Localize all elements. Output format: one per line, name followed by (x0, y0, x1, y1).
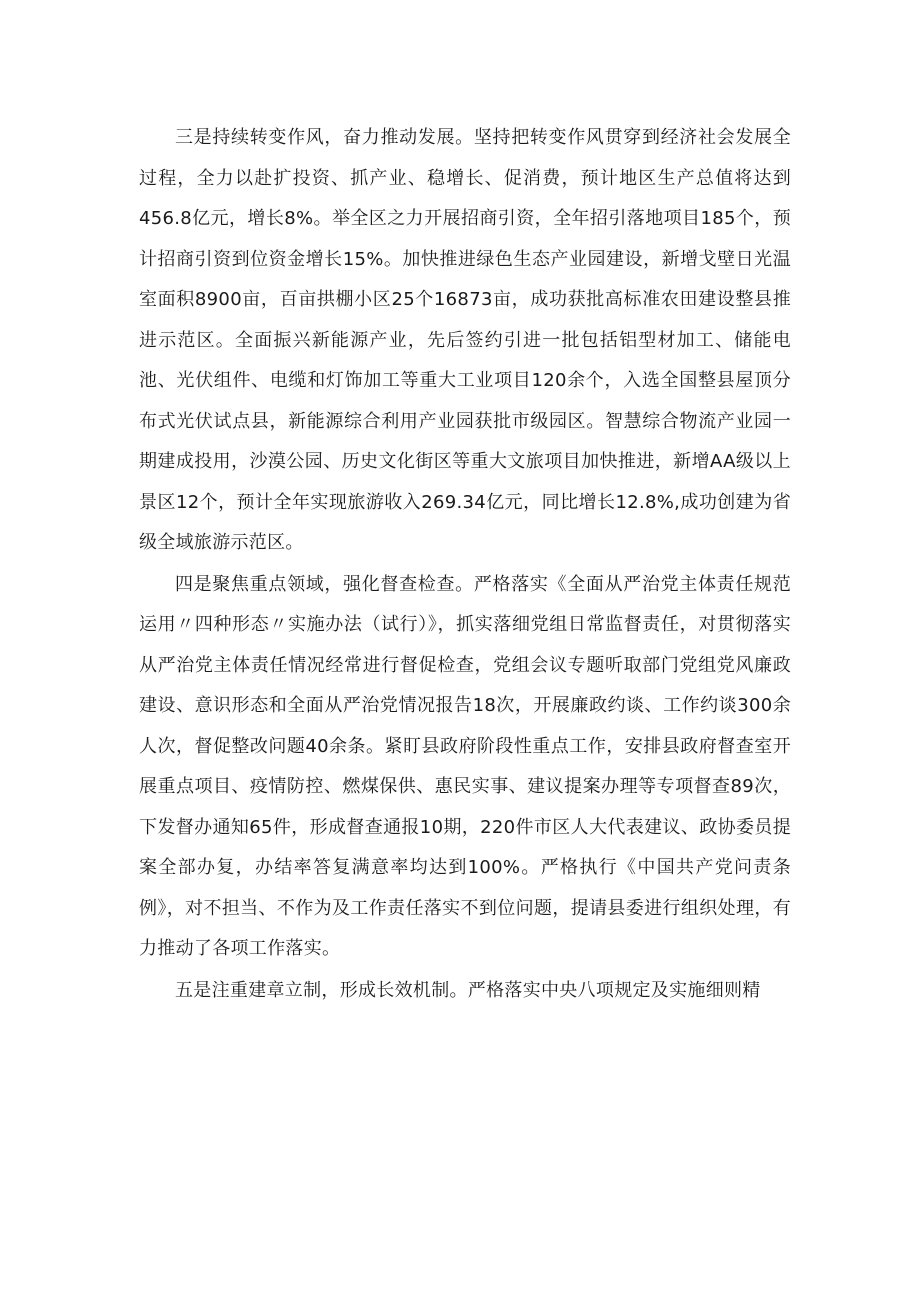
document-body (139, 118, 791, 1011)
paragraph-4: 四是聚焦重点领域，强化督查检查。严格落实《全面从严治党主体责任规范运用〃四种形态〃实施办法（试行）》，抓实落细党组日常监督责任，对贯彻落实从严治党主体责任情况经常进行督促检查，党组会议专题听取部门党组党风廉政建设、意识形态和全面从严治党情况报告18次，开展廉政约谈、工作约谈300余人次，督促整改问题40余条。紧盯县政府阶段性重点工作，安排县政府督查室开展重点项目、疫情防控、燃煤保供、惠民实事、建议提案办理等专项督查89次，下发督办通知65件，形成督查通报10期，220件市区人大代表建议、政协委员提案全部办复，办结率答复满意率均达到100%。严格执行《中国共产党问责条例》，对不担当、不作为及工作责任落实不到位问题，提请县委进行组织处理，有力推动了各项工作落实。 (139, 573, 791, 959)
paragraph-3: 三是持续转变作风，奋力推动发展。坚持把转变作风贯穿到经济社会发展全过程，全力以赴扩投资、抓产业、稳增长、促消费，预计地区生产总值将达到456.8亿元，增长8%。举全区之力开展招商引资，全年招引落地项目185个，预计招商引资到位资金增长15%。加快推进绿色生态产业园建设，新增戈壁日光温室面积8900亩，百亩拱棚小区25个16873亩，成功获批高标准农田建设整县推进示范区。全面振兴新能源产业，先后签约引进一批包括铝型材加工、储能电池、光伏组件、电缆和灯饰加工等重大工业项目120余个，入选全国整县屋顶分布式光伏试点县，新能源综合利用产业园获批市级园区。智慧综合物流产业园一期建成投用，沙漠公园、历史文化街区等重大文旅项目加快推进，新增AA级以上景区12个，预计全年实现旅游收入269.34亿元，同比增长12.8%,成功创建为省级全域旅游示范区。 (139, 127, 791, 553)
paragraph-5: 五是注重建章立制，形成长效机制。严格落实中央八项规定及实施细则精 (175, 979, 761, 1001)
